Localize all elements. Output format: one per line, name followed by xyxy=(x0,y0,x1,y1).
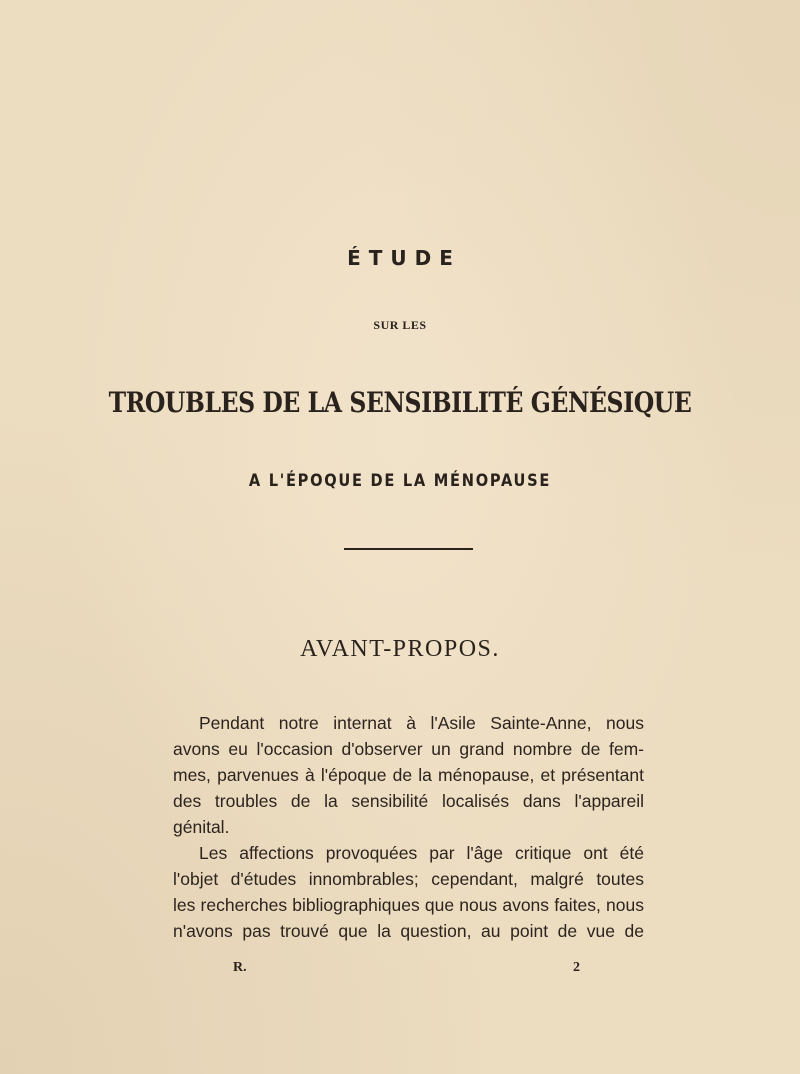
text-line: mes, parvenues à l'époque de la ménopause, et présentant xyxy=(173,765,644,785)
subtitle: A L'ÉPOQUE DE LA MÉNOPAUSE xyxy=(248,471,552,491)
text-line: Pendant notre internat à l'Asile Sainte-Anne, nous xyxy=(199,713,644,733)
text-line: génital. xyxy=(173,817,230,837)
section-heading: AVANT-PROPOS. xyxy=(300,636,500,662)
text-line: Les affections provoquées par l'âge critique ont été xyxy=(199,843,644,863)
text-line: des troubles de la sensibilité localisés dans l'appareil xyxy=(173,791,644,811)
page-number: 2 xyxy=(573,960,580,975)
signature-mark: R. xyxy=(233,960,247,975)
sur-les-label: SUR LES xyxy=(373,318,427,332)
text-line: l'objet d'études innombrables; cependant, malgré toutes xyxy=(173,869,644,889)
text-line: avons eu l'occasion d'observer un grand nombre de fem- xyxy=(173,739,644,759)
etude-heading: ÉTUDE xyxy=(347,246,461,270)
main-title: TROUBLES DE LA SENSIBILITÉ GÉNÉSIQUE xyxy=(108,386,692,419)
body-text xyxy=(173,710,644,944)
text-line: n'avons pas trouvé que la question, au point de vue de xyxy=(173,921,644,941)
text-line: les recherches bibliographiques que nous avons faites, nous xyxy=(173,895,644,915)
title-divider xyxy=(344,548,473,550)
